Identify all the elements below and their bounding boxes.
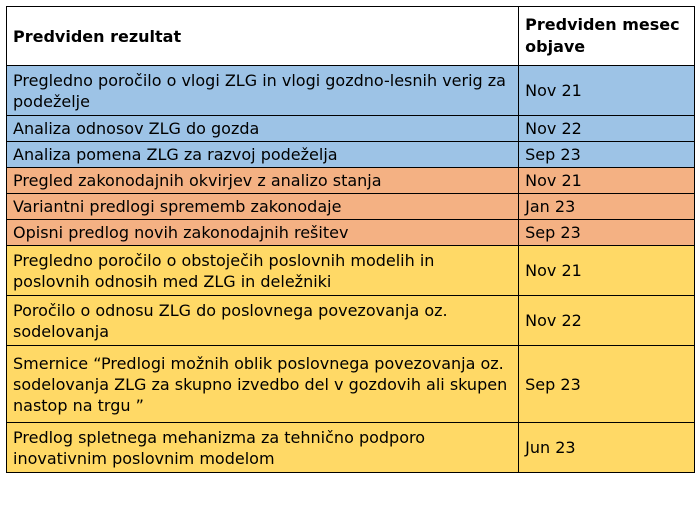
results-table [6,6,695,473]
table-row [7,66,695,116]
result-cell: Variantni predlogi sprememb zakonodaje [7,194,519,220]
result-cell: Pregledno poročilo o vlogi ZLG in vlogi gozdno-lesnih verig za podeželje [7,66,519,116]
month-cell: Nov 21 [519,246,695,296]
result-cell: Pregledno poročilo o obstoječih poslovnih modelih in poslovnih odnosih med ZLG in deležniki [7,246,519,296]
month-cell: Jan 23 [519,194,695,220]
table-row [7,220,695,246]
result-cell: Analiza odnosov ZLG do gozda [7,116,519,142]
table-header-row [7,7,695,66]
result-cell: Pregled zakonodajnih okvirjev z analizo stanja [7,168,519,194]
result-cell: Analiza pomena ZLG za razvoj podeželja [7,142,519,168]
month-cell: Sep 23 [519,142,695,168]
result-cell: Opisni predlog novih zakonodajnih rešitev [7,220,519,246]
table-row [7,194,695,220]
header-predviden-rezultat: Predviden rezultat [7,7,519,66]
month-cell: Sep 23 [519,346,695,423]
table-row [7,116,695,142]
month-cell: Sep 23 [519,220,695,246]
table-row [7,142,695,168]
table-row [7,296,695,346]
header-predviden-mesec-objave: Predviden mesec objave [519,7,695,66]
table-row [7,246,695,296]
month-cell: Nov 21 [519,168,695,194]
table-row [7,168,695,194]
table-row [7,423,695,473]
result-cell: Predlog spletnega mehanizma za tehnično podporo inovativnim poslovnim modelom [7,423,519,473]
month-cell: Jun 23 [519,423,695,473]
result-cell: Smernice “Predlogi možnih oblik poslovnega povezovanja oz. sodelovanja ZLG za skupno izvedbo del v gozdovih ali skupen nastop na trgu ” [7,346,519,423]
month-cell: Nov 22 [519,296,695,346]
month-cell: Nov 22 [519,116,695,142]
table-row [7,346,695,423]
month-cell: Nov 21 [519,66,695,116]
result-cell: Poročilo o odnosu ZLG do poslovnega povezovanja oz. sodelovanja [7,296,519,346]
